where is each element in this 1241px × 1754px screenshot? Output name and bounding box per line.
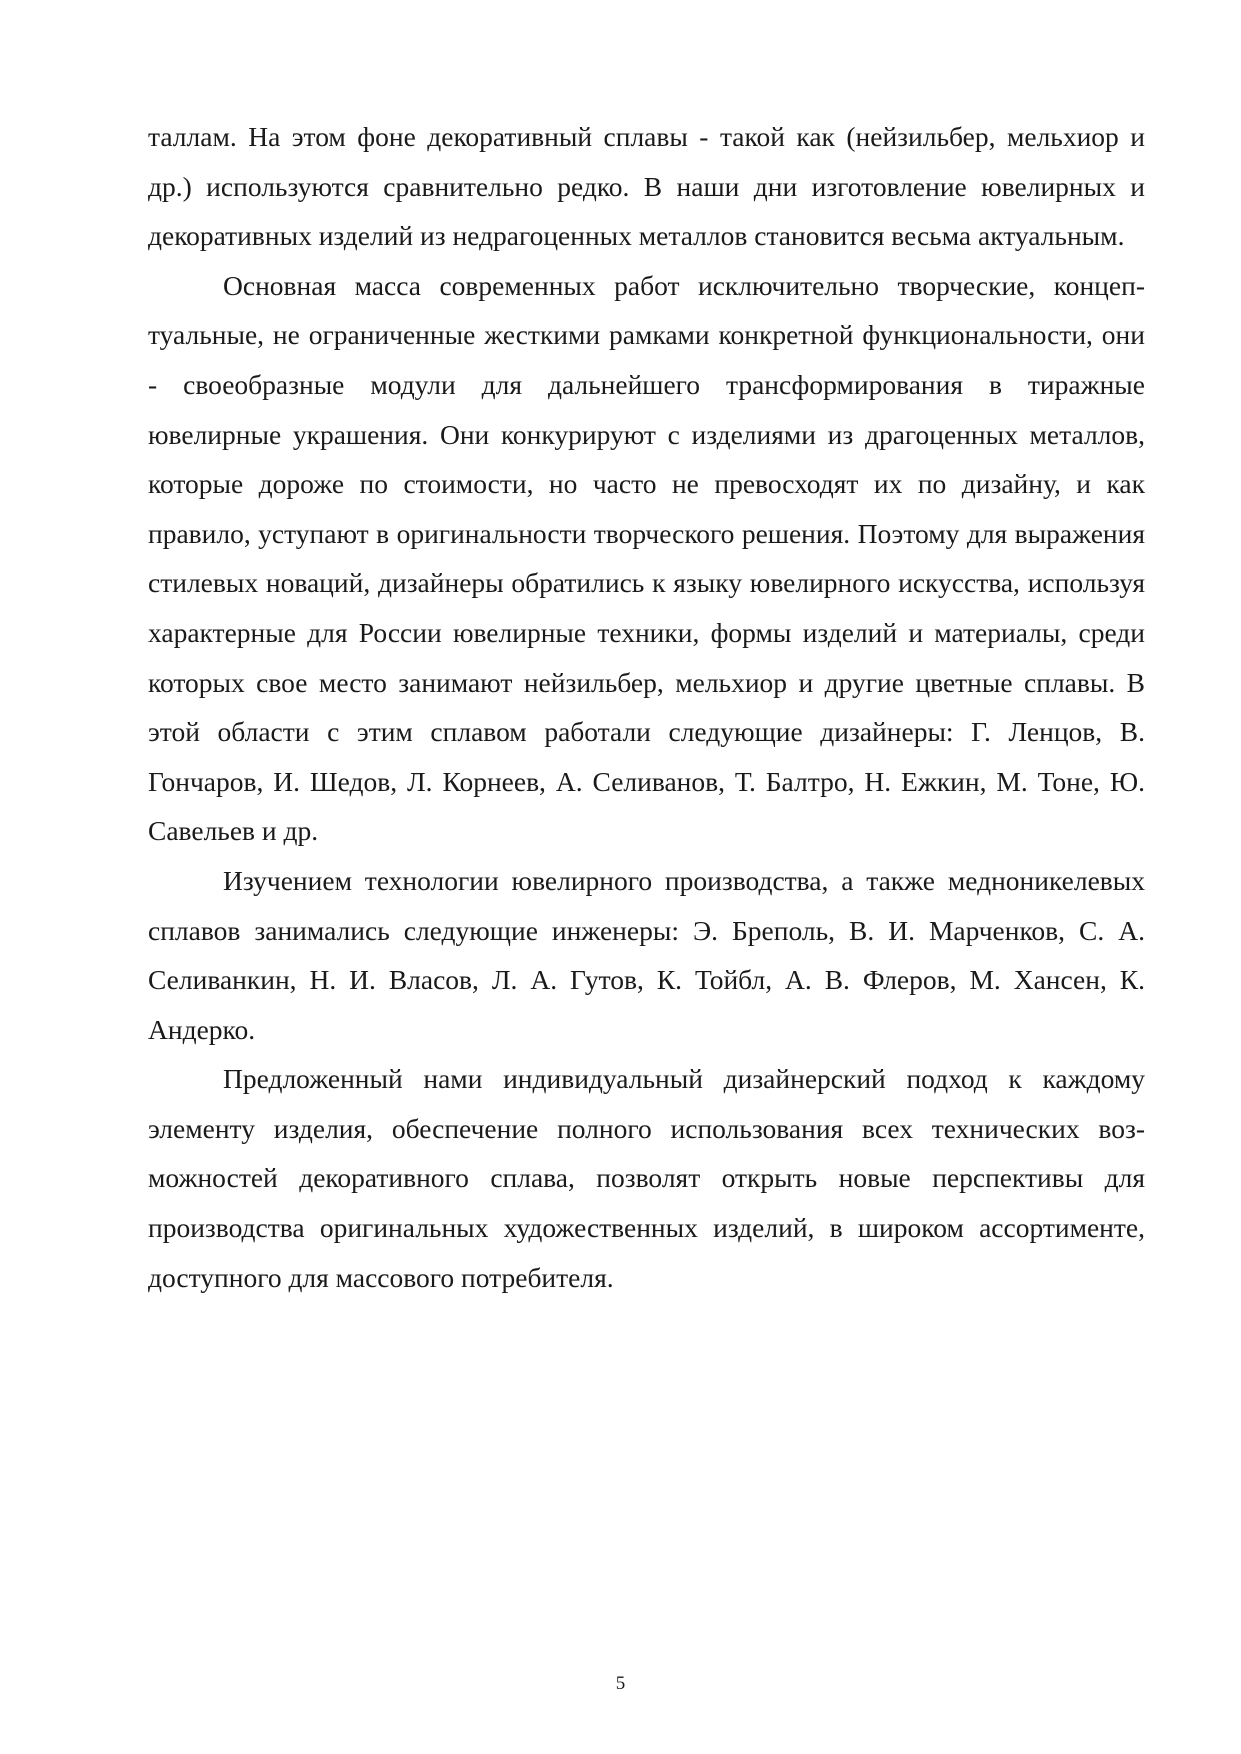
document-body bbox=[148, 112, 1145, 1302]
paragraph-continuation: таллам. На этом фоне декоративный сплавы - такой как (нейзильбер, мельхиор и др.) используются сравнительно редко. В наши дни изготовление ювелирных и декоративных изделий из недрагоценных металлов становится весьма актуальным. bbox=[148, 121, 1145, 252]
paragraph-technology-research: Изучением технологии ювелирного производства, а также медноникелевых сплавов занимались следующие инженеры: Э. Бреполь, В. И. Марченков, С. А. Селиванкин, Н. И. Власов, Л. А. Гутов, К. Тойбл, А. В. Флеров, М. Хансен, К. Андерко. bbox=[148, 864, 1145, 1045]
page-number: 5 bbox=[615, 1673, 626, 1694]
paragraph-design-approach: Предложенный нами индивидуальный дизайнерский подход к каждому элементу изделия, обеспечение полного использования всех технических возможностей декоративного сплава, позволят открыть новые перспективы для производства оригинальных художественных изделий, в широком ассортименте, доступного для массового потребителя. bbox=[148, 1063, 1145, 1293]
paragraph-modern-works: Основная масса современных работ исключительно творческие, концептуальные, не ограниченные жесткими рамками конкретной функциональности, они - своеобразные модули для дальнейшего трансформирования в тиражные ювелирные украшения. Они конкурируют с изделиями из драгоценных металлов, которые дороже по стоимости, но часто не превосходят их по дизайну, и как правило, уступают в оригинальности творческого решения. Поэтому для выражения стилевых новаций, дизайнеры обратились к языку ювелирного искусства, используя характерные для России ювелирные техники, формы изделий и материалы, среди которых свое место занимают нейзильбер, мельхиор и другие цветные сплавы. В этой области с этим сплавом работали следующие дизайнеры: Г. Ленцов, В. Гончаров, И. Шедов, Л. Корнеев, А. Селиванов, Т. Балтро, Н. Ежкин, М. Тоне, Ю. Савельев и др. bbox=[148, 269, 1145, 847]
